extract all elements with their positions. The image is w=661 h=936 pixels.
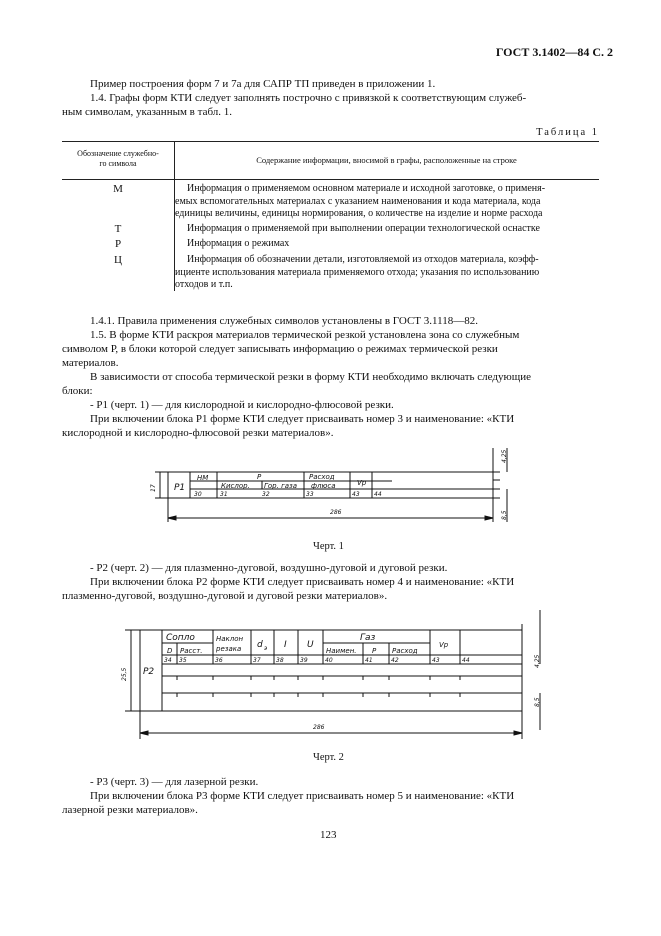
drawing2-top-dim: 4,25 (534, 654, 541, 668)
drawing2-col-number: 40 (325, 657, 333, 664)
body-line: символом Р, в блоки которой следует записывать информацию о режимах термической резки (62, 343, 498, 355)
drawing1-bottom-dim: 8,5 (501, 510, 508, 520)
page-header: ГОСТ 3.1402—84 С. 2 (495, 45, 613, 59)
table-caption: Таблица 1 (536, 127, 599, 138)
drawing2-col-number: 44 (462, 657, 470, 664)
drawing2-label-u: U (307, 640, 314, 650)
drawing2-label-d: D (167, 647, 173, 655)
drawing2-label-i: I (284, 640, 287, 650)
drawing2-col-number: 37 (253, 657, 261, 664)
drawing1-col-number: 43 (352, 491, 360, 498)
intro-line: 1.4. Графы форм КТИ следует заполнять построчно с привязкой к соответствующим служеб- (90, 92, 527, 104)
drawing1-col-number: 44 (374, 491, 382, 498)
drawing-2-ticks (177, 676, 460, 697)
body-line: 1.4.1. Правила применения служебных символов установлены в ГОСТ 3.1118—82. (90, 315, 478, 327)
body-line: кислородной и кислородно-флюсовой резки материалов». (62, 427, 334, 439)
drawing2-col-number: 42 (391, 657, 399, 664)
drawing2-height-dim: 25,5 (121, 667, 128, 681)
drawing2-label-dz-sub: э (264, 645, 268, 652)
drawing-1-labels (150, 449, 508, 520)
drawing1-label-p: Р (257, 473, 262, 481)
drawing1-label-flyusa: флюса (311, 482, 336, 490)
drawing2-col-number: 43 (432, 657, 440, 664)
drawing1-label-gor-gaza: Гор. газа (264, 482, 298, 490)
drawing2-label-naimen: Наимен. (326, 647, 357, 655)
drawing1-col-number: 30 (194, 491, 202, 498)
drawing2-col-number: 39 (300, 657, 308, 664)
drawing2-label-soplo: Сопло (166, 633, 195, 643)
drawing2-label-p: Р (372, 647, 377, 655)
row-content: Информация о применяемом основном материале и исходной заготовке, о применя- емых вспомогательных материалах с указанием наименования и кода материала, кода единицы величины, единицы нормирования, о количестве на изделие и норме расхода (175, 183, 546, 219)
drawing2-label-rezka: резака (216, 645, 242, 653)
body-line: материалов. (62, 357, 119, 369)
body-line: блоки: (62, 385, 93, 397)
drawing1-height-dim: 17 (150, 484, 157, 492)
body-line: - Р1 (черт. 1) — для кислородной и кислородно-флюсовой резки. (90, 399, 394, 411)
drawing-2 (125, 610, 540, 739)
drawing2-label-rashod: Расход (392, 647, 418, 655)
drawing2-bottom-dim: 8,5 (534, 697, 541, 707)
drawing2-block-label: Р2 (143, 667, 155, 677)
body-line: - Р2 (черт. 2) — для плазменно-дуговой, воздушно-дуговой и дуговой резки. (90, 562, 448, 574)
table-col1-header: Обозначение служебно- го символа (77, 149, 159, 168)
drawing1-top-dim: 4,25 (501, 449, 508, 463)
row-symbol: Т (114, 223, 122, 235)
body-line: 1.5. В форме КТИ раскроя материалов термической резкой установлена зона со служебным (90, 329, 520, 341)
drawing2-col-number: 36 (215, 657, 223, 664)
body-line: При включении блока Р2 форме КТИ следует присваивать номер 4 и наименование: «КТИ (90, 576, 515, 588)
drawing1-caption: Черт. 1 (313, 541, 344, 552)
drawing2-label-rasst: Расст. (180, 647, 203, 655)
intro-line: Пример построения форм 7 и 7а для САПР ТП приведен в приложении 1. (90, 78, 436, 90)
body-line: лазерной резки материалов». (62, 804, 198, 816)
drawing1-col-number: 31 (220, 491, 228, 498)
page-number: 123 (320, 829, 337, 841)
drawing2-caption: Черт. 2 (313, 752, 344, 763)
intro-line: ным символам, указанным в табл. 1. (62, 106, 233, 118)
body-section-2 (62, 561, 599, 603)
body-line: плазменно-дуговой, воздушно-дуговой и дуговой резки материалов». (62, 590, 388, 602)
body-line: В зависимости от способа термической резки в форму КТИ необходимо включать следующие (90, 371, 531, 383)
drawing2-width-dim: 286 (313, 724, 325, 731)
drawing2-col-number: 41 (365, 657, 373, 664)
drawing1-label-nm: НМ (197, 474, 209, 482)
row-content: Информация о режимах (187, 238, 290, 249)
body-line: При включении блока Р1 форме КТИ следует присваивать номер 3 и наименование: «КТИ (90, 413, 515, 425)
body-line: При включении блока Р3 форме КТИ следует присваивать номер 5 и наименование: «КТИ (90, 790, 515, 802)
body-section-3 (62, 775, 599, 817)
drawing1-label-kislor: Кислор. (221, 482, 250, 490)
drawing2-label-naklon: Наклон (216, 635, 244, 643)
row-symbol: Ц (114, 254, 122, 266)
drawing2-col-number: 38 (276, 657, 284, 664)
drawing2-label-dz: d (257, 640, 263, 650)
drawing1-col-number: 32 (262, 491, 270, 498)
row-content: Информация о применяемой при выполнении операции технологической оснастке (187, 223, 540, 234)
drawing-2-labels (121, 633, 541, 731)
drawing2-col-number: 35 (179, 657, 187, 664)
body-line: - Р3 (черт. 3) — для лазерной резки. (90, 776, 259, 788)
drawing1-col-number: 33 (306, 491, 314, 498)
drawing2-label-gaz: Газ (360, 633, 376, 643)
drawing1-label-rashod: Расход (309, 473, 335, 481)
drawing2-label-vp: Vр (439, 641, 449, 649)
row-content: Информация об обозначении детали, изготовляемой из отходов материала, коэфф- ициенте использования материала применяемого отхода; указания по использованию отходов и т.п. (175, 254, 540, 290)
drawing1-width-dim: 286 (330, 509, 342, 516)
table-col2-header: Содержание информации, вносимой в графы, расположенные на строке (256, 155, 517, 165)
row-symbol: М (113, 183, 123, 195)
drawing1-block-label: Р1 (174, 483, 186, 493)
row-symbol: Р (114, 238, 122, 250)
drawing1-label-vp: Vр (357, 479, 367, 487)
drawing2-col-number: 34 (164, 657, 172, 664)
